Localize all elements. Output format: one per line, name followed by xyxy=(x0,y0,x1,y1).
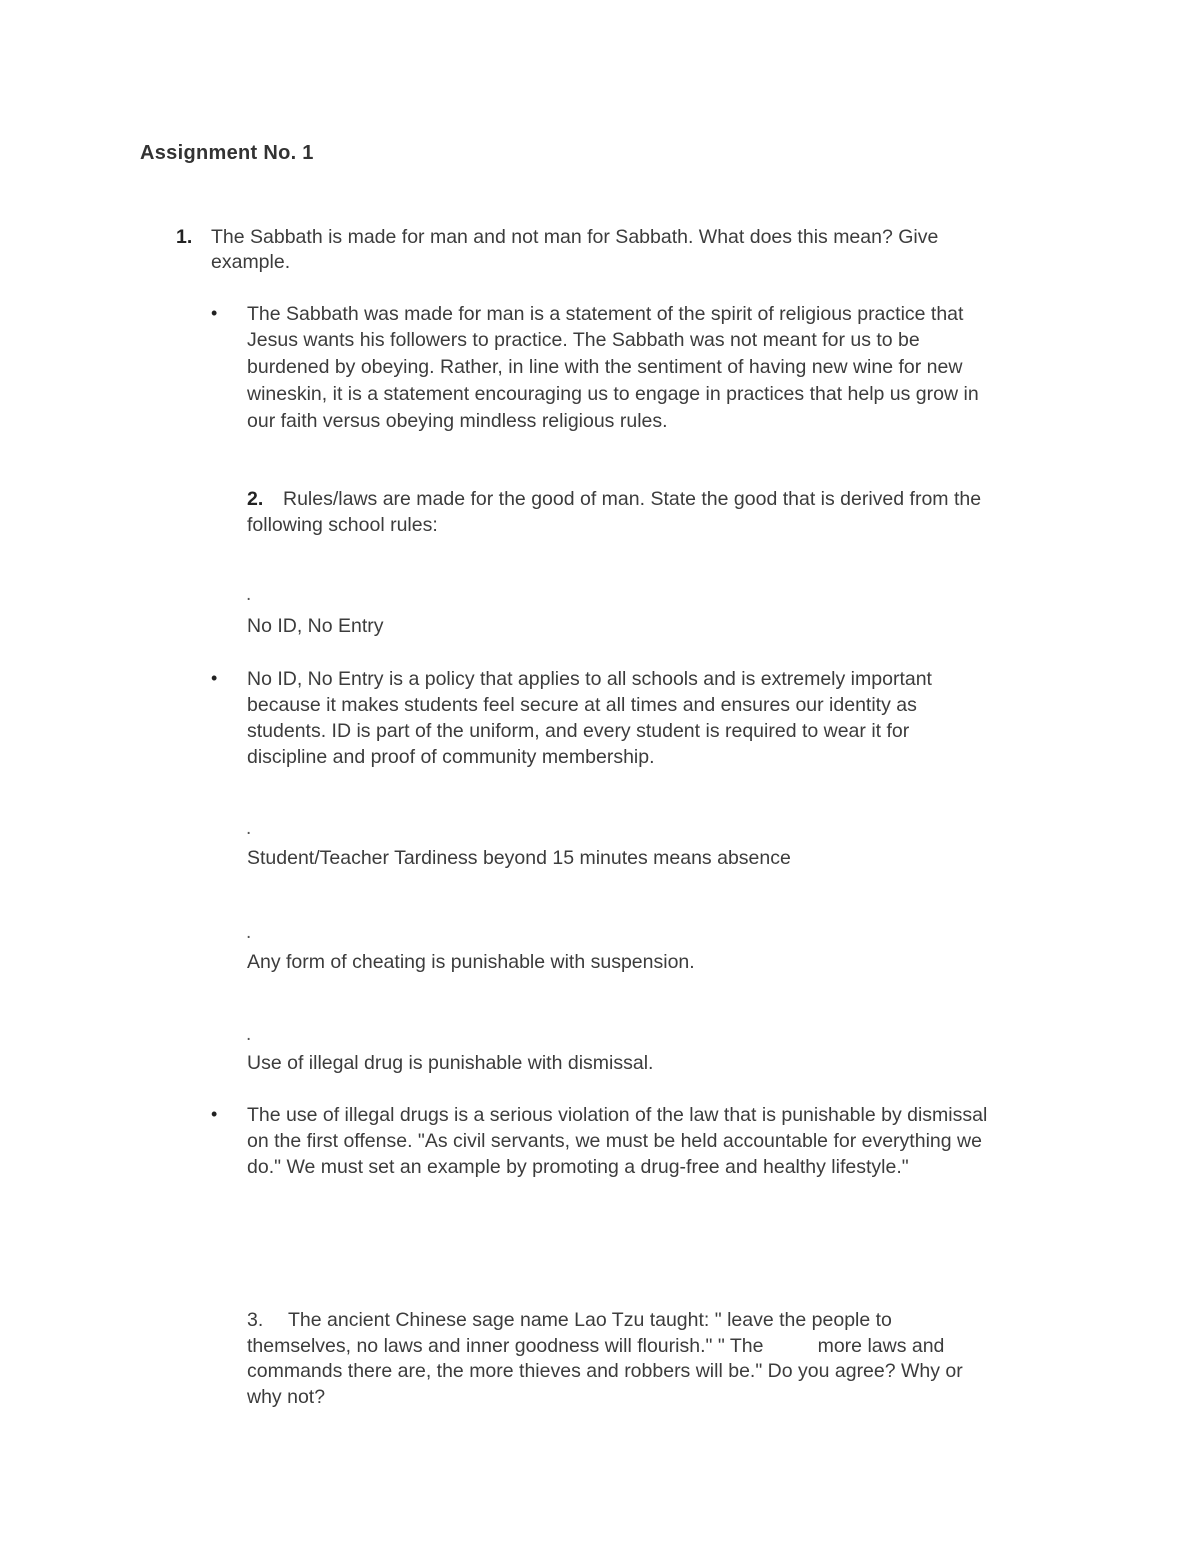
bullet-icon: • xyxy=(211,1104,218,1124)
rule-1: No ID, No Entry xyxy=(247,615,384,637)
answer-id-line-2: because it makes students feel secure at all times and ensures our identity as xyxy=(247,694,917,716)
answer-id-line-3: students. ID is part of the uniform, and every student is required to wear it for xyxy=(247,720,910,742)
answer-id-line-1: No ID, No Entry is a policy that applies to all schools and is extremely important xyxy=(247,668,932,690)
answer-1-line-4: wineskin, it is a statement encouraging us to engage in practices that help us grow in xyxy=(247,383,979,405)
question-1-number: 1. xyxy=(176,226,193,248)
question-3-number: 3. xyxy=(247,1309,264,1331)
rule-3: Any form of cheating is punishable with suspension. xyxy=(247,951,695,973)
answer-1-line-5: our faith versus obeying mindless religious rules. xyxy=(247,410,668,432)
question-2-line-1: Rules/laws are made for the good of man. State the good that is derived from the xyxy=(283,488,982,510)
question-2-number: 2. xyxy=(247,488,264,510)
rule-marker: . xyxy=(246,818,252,839)
answer-id-line-4: discipline and proof of community membership. xyxy=(247,746,655,768)
answer-drug-line-1: The use of illegal drugs is a serious violation of the law that is punishable by dismissal xyxy=(247,1104,988,1126)
rule-marker: . xyxy=(246,584,252,605)
answer-1-line-2: Jesus wants his followers to practice. The Sabbath was not meant for us to be xyxy=(247,329,920,351)
answer-drug-line-2: on the first offense. "As civil servants, we must be held accountable for everything we xyxy=(247,1130,982,1152)
rule-4: Use of illegal drug is punishable with dismissal. xyxy=(247,1052,654,1074)
question-3-line-2: themselves, no laws and inner goodness will flourish." " The more laws and xyxy=(247,1335,945,1357)
question-3-line-1: The ancient Chinese sage name Lao Tzu taught: " leave the people to xyxy=(288,1309,892,1331)
bullet-icon: • xyxy=(211,303,218,323)
assignment-title: Assignment No. 1 xyxy=(140,142,314,164)
question-1-line-1: The Sabbath is made for man and not man for Sabbath. What does this mean? Give xyxy=(211,226,939,248)
question-3-line-4: why not? xyxy=(247,1386,326,1408)
answer-1-line-1: The Sabbath was made for man is a statement of the spirit of religious practice that xyxy=(247,303,964,325)
bullet-icon: • xyxy=(211,668,218,688)
rule-marker: . xyxy=(246,1024,252,1045)
question-1-line-2: example. xyxy=(211,251,291,273)
question-2-line-2: following school rules: xyxy=(247,514,438,536)
rule-marker: . xyxy=(246,922,252,943)
question-3-line-3: commands there are, the more thieves and robbers will be." Do you agree? Why or xyxy=(247,1360,963,1382)
answer-1-line-3: burdened by obeying. Rather, in line with the sentiment of having new wine for new xyxy=(247,356,963,378)
answer-drug-line-3: do." We must set an example by promoting a drug-free and healthy lifestyle." xyxy=(247,1156,909,1178)
rule-2: Student/Teacher Tardiness beyond 15 minutes means absence xyxy=(247,847,791,869)
